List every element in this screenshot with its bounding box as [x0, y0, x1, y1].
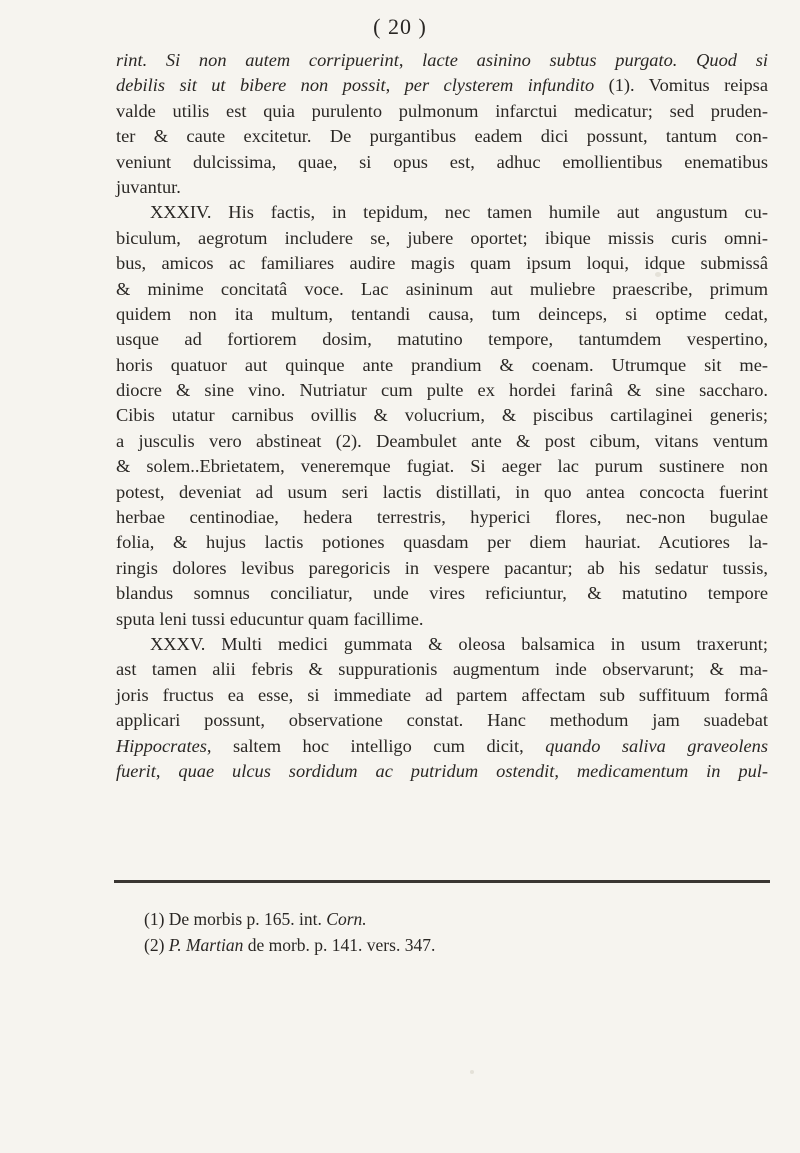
text-line: Cibis utatur carnibus ovillis & volucrium, & piscibus cartilaginei generis;: [116, 405, 768, 426]
body-text: [116, 48, 768, 784]
text-line: XXXIV. His factis, in tepidum, nec tamen humile aut angustum cu-: [150, 202, 768, 223]
paper-blemish: [655, 272, 661, 277]
text-line: potest, deveniat ad usum seri lactis distillati, in quo antea concocta fuerint: [116, 481, 768, 502]
text-line: applicari possunt, observatione constat. Hanc methodum jam suadebat: [116, 710, 768, 731]
text-line: a jusculis vero abstineat (2). Deambulet ante & post cibum, vitans ventum: [116, 430, 768, 451]
footnote-rule: [114, 880, 770, 883]
footnote: (1) De morbis p. 165. int. Corn.: [144, 909, 367, 929]
text-line: & minime concitatâ voce. Lac asininum aut muliebre praescribe, primum: [116, 278, 768, 299]
text-line: quidem non ita multum, tentandi causa, tum deinceps, si optime cedat,: [116, 303, 768, 324]
text-line: bus, amicos ac familiares audire magis quam ipsum loqui, idque submissâ: [116, 253, 768, 274]
text-line: debilis sit ut bibere non possit, per clysterem infundito (1). Vomitus reipsa: [116, 75, 768, 96]
page-number: ( 20 ): [373, 14, 427, 39]
text-line: herbae centinodiae, hedera terrestris, hyperici flores, nec-non bugulae: [116, 507, 768, 528]
footnote: (2) P. Martian de morb. p. 141. vers. 347.: [144, 935, 436, 955]
text-line: joris fructus ea esse, si immediate ad partem affectam sub suffituum formâ: [116, 684, 768, 705]
text-line: blandus somnus conciliatur, unde vires reficiuntur, & matutino tempore: [116, 583, 768, 604]
text-line: juvantur.: [116, 176, 181, 197]
text-line: fuerit, quae ulcus sordidum ac putridum ostendit, medicamentum in pul-: [116, 760, 769, 781]
text-line: XXXV. Multi medici gummata & oleosa balsamica in usum traxerunt;: [150, 633, 768, 654]
text-line: usque ad fortiorem dosim, matutino tempore, tantumdem vespertino,: [116, 329, 768, 350]
text-line: horis quatuor aut quinque ante prandium & coenam. Utrumque sit me-: [116, 354, 768, 375]
text-line: ter & caute excitetur. De purgantibus eadem dici possunt, tantum con-: [116, 126, 768, 147]
text-line: valde utilis est quia purulento pulmonum infarctui medicatur; sed pruden-: [116, 100, 768, 121]
text-line: diocre & sine vino. Nutriatur cum pulte ex hordei farinâ & sine saccharo.: [116, 380, 768, 401]
text-line: veniunt dulcissima, quae, si opus est, adhuc emollientibus enematibus: [116, 151, 768, 172]
text-line: Hippocrates, saltem hoc intelligo cum dicit, quando saliva graveolens: [116, 735, 768, 756]
text-line: rint. Si non autem corripuerint, lacte asinino subtus purgato. Quod si: [116, 50, 768, 70]
text-line: & solem..Ebrietatem, veneremque fugiat. Si aeger lac purum sustinere non: [116, 456, 768, 477]
text-line: ast tamen alii febris & suppurationis augmentum inde observarunt; & ma-: [116, 659, 768, 680]
text-line: biculum, aegrotum includere se, jubere oportet; ibique missis curis omni-: [116, 227, 768, 248]
text-line: folia, & hujus lactis potiones quasdam per diem hauriat. Acutiores la-: [116, 532, 768, 553]
text-line: ringis dolores levibus paregoricis in vespere pacantur; ab his sedatur tussis,: [116, 557, 768, 578]
text-line: sputa leni tussi educuntur quam facillime.: [116, 608, 424, 629]
footnotes: [144, 906, 744, 958]
paper-blemish: [470, 1070, 474, 1074]
